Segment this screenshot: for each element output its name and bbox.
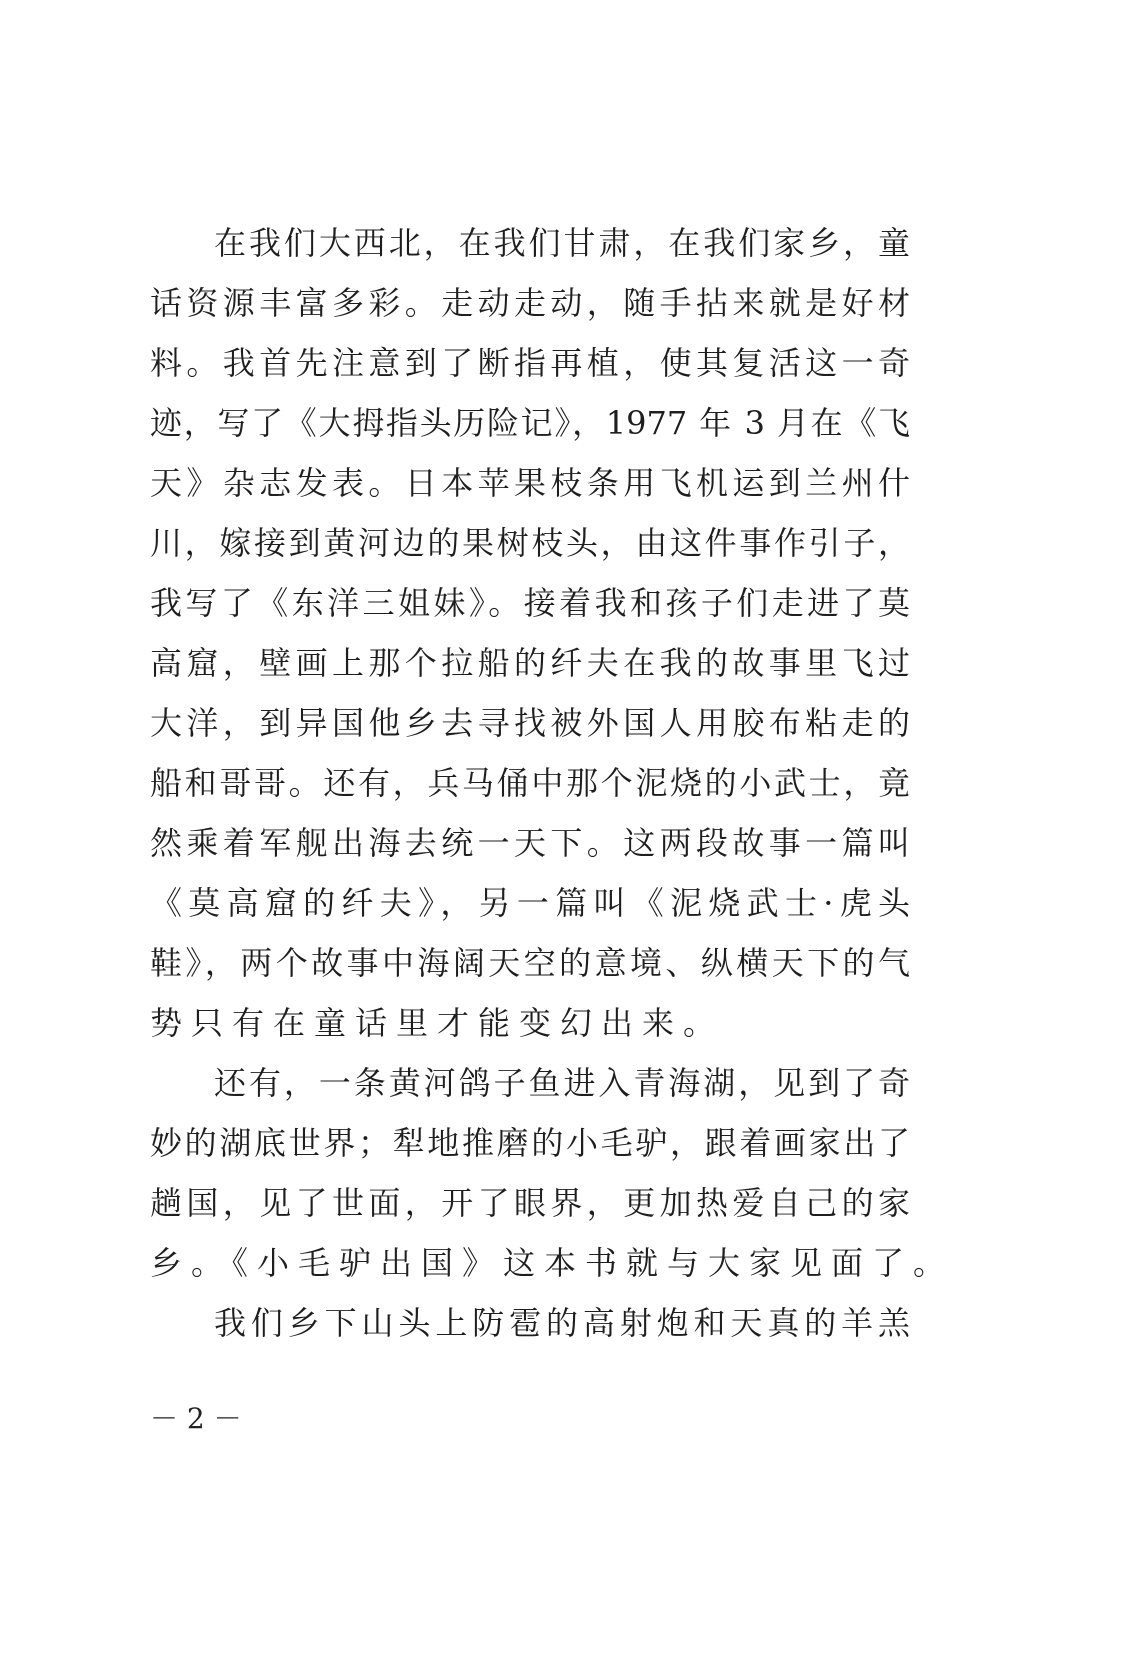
- text-line: 《莫高窟的纤夫》，另一篇叫《泥烧武士·虎头: [150, 884, 910, 922]
- text-line: 天》杂志发表。日本苹果枝条用飞机运到兰州什: [150, 464, 910, 502]
- text-line: 高窟，壁画上那个拉船的纤夫在我的故事里飞过: [150, 644, 910, 682]
- text-line: 我写了《东洋三姐妹》。接着我和孩子们走进了莫: [150, 584, 910, 622]
- text-line: 妙的湖底世界；犁地推磨的小毛驴，跟着画家出了: [150, 1124, 910, 1162]
- text-line: 迹，写了《大拇指头历险记》，1977 年 3 月在《飞: [150, 404, 910, 442]
- text-line: 势只有在童话里才能变幻出来。: [150, 1004, 725, 1042]
- page-number: － 2 －: [150, 1402, 242, 1435]
- text-line: 船和哥哥。还有，兵马俑中那个泥烧的小武士，竟: [150, 764, 910, 802]
- body-text: [150, 213, 955, 1353]
- text-line: 然乘着军舰出海去统一天下。这两段故事一篇叫: [150, 824, 910, 862]
- text-line: 在我们大西北，在我们甘肃，在我们家乡，童: [214, 224, 910, 262]
- text-line: 料。我首先注意到了断指再植，使其复活这一奇: [150, 344, 910, 382]
- text-line: 鞋》，两个故事中海阔天空的意境、纵横天下的气: [150, 944, 910, 982]
- text-line: 乡。《小毛驴出国》这本书就与大家见面了。: [150, 1244, 955, 1282]
- text-line: 川，嫁接到黄河边的果树枝头，由这件事作引子，: [150, 524, 910, 562]
- text-line: 话资源丰富多彩。走动走动，随手拈来就是好材: [150, 284, 910, 322]
- text-line: 大洋，到异国他乡去寻找被外国人用胶布粘走的: [150, 704, 910, 742]
- text-line: 我们乡下山头上防雹的高射炮和天真的羊羔: [214, 1304, 910, 1342]
- text-line: 趟国，见了世面，开了眼界，更加热爱自己的家: [150, 1184, 910, 1222]
- text-line: 还有，一条黄河鸽子鱼进入青海湖，见到了奇: [214, 1064, 910, 1102]
